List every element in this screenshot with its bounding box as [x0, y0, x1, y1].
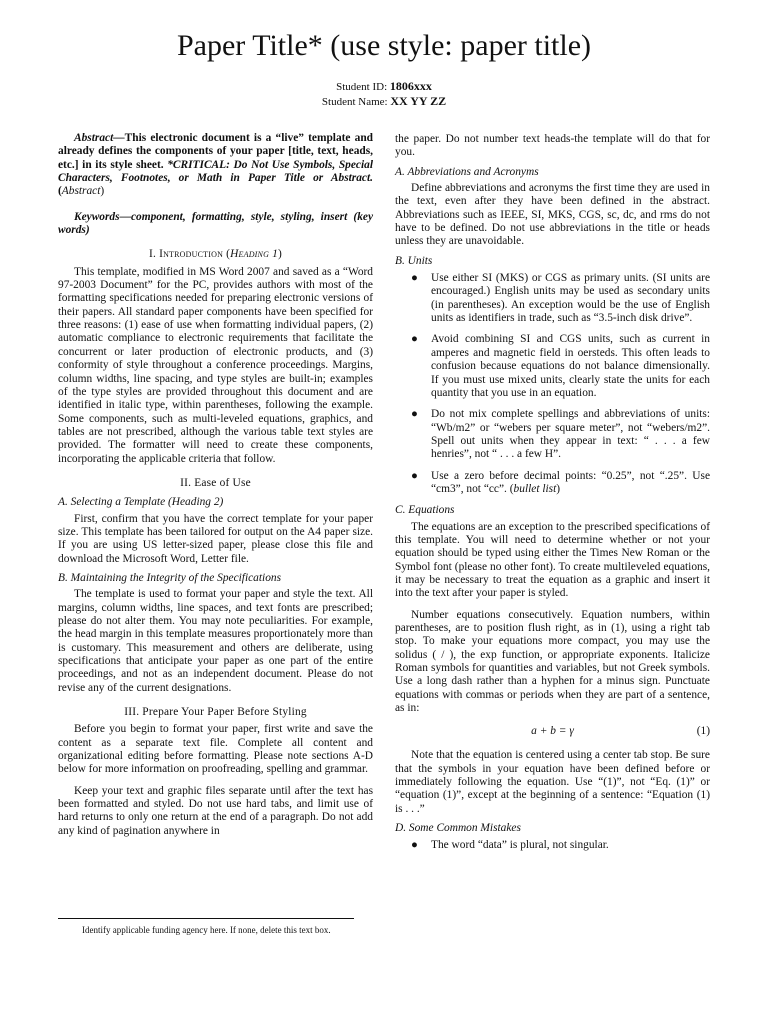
units-bullet-list — [395, 272, 710, 496]
list-item-text: The word “data” is plural, not singular. — [431, 839, 609, 852]
heading-equations: C. Equations — [395, 504, 455, 517]
keywords: Keywords—component, formatting, style, styling, insert (key words) — [58, 210, 373, 237]
equation — [395, 725, 710, 741]
list-item-text: Avoid combining SI and CGS units, such as current in amperes and magnetic field in oersteds. This often leads to confusion because equations do not balance dimensionally. If you must use mixed units, clearly state the units for each quantity that you use in an equation. — [431, 333, 710, 399]
abstract-style: Abstract — [61, 185, 101, 198]
abstract-lead: Abstract— — [74, 132, 125, 144]
list-item-text: Use a zero before decimal points: “0.25”, not “.25”. Use “cm3”, not “cc”. ( — [431, 469, 710, 495]
author-block — [0, 79, 768, 109]
list-item-style: bullet list — [513, 482, 557, 495]
intro-style: Heading 1 — [230, 248, 278, 261]
list-item-close: ) — [556, 482, 561, 495]
heading-ease-of-use: II. Ease of Use — [180, 476, 251, 489]
abstract-tail: ( — [58, 185, 62, 198]
student-name-label: Student Name: — [321, 96, 391, 108]
list-item-text: Do not mix complete spellings and abbreviations of units: “Wb/m2” or “webers per square meter”, not “webers/m2”. Spell out units when they appear in text: “ . . . a few henries”, not “ . . . a few H”. — [431, 408, 710, 461]
left-column — [58, 132, 373, 838]
maintaining-integrity-paragraph: The template is used to format your paper and style the text. All margins, column widths, line spaces, and text fonts are prescribed; please do not alter them. You may note peculiarities. For example, the head margin in this template measures proportionately more than is customary. This measurement and others are deliberate, using specifications that anticipate your paper as one part of the entire proceedings, and not as an independent document. Please do not revise any of the current designations. — [58, 588, 373, 694]
prepare-paragraph-2: Keep your text and graphic files separate until after the text has been formatted and styled. Do not use hard tabs, and limit use of hard returns to only one return at the end of a paragraph. Do not add any kind of pagination anywhere in — [58, 784, 373, 837]
bullet-icon: ● — [411, 272, 418, 285]
footnote-divider — [58, 918, 354, 919]
heading-units: B. Units — [395, 254, 433, 267]
intro-numeral: I. — [148, 248, 160, 261]
abstract-critical: *CRITICAL: Do Not Use Symbols, Special Characters, Footnotes, or Math in Paper Title or Abstract. — [58, 158, 373, 185]
heading-common-mistakes: D. Some Common Mistakes — [395, 822, 521, 835]
right-column — [395, 133, 710, 861]
equations-paragraph-3: Note that the equation is centered using a center tab stop. Be sure that the symbols in your equation have been defined before or immediately following the equation. Use “(1)”, not “Eq. (1)” or “equation (1)”, except at the beginning of a sentence: “Equation (1) is . . .” — [395, 749, 710, 815]
equation-body: a + b = γ — [531, 725, 574, 738]
heading-selecting-template: A. Selecting a Template (Heading 2) — [58, 496, 224, 509]
equations-paragraph-1: The equations are an exception to the prescribed specifications of this template. You will need to determine whether or not your equation should be typed using either the Times New Roman or the Symbol font (please no other font). To create multileveled equations, it may be necessary to treat the equation as a graphic and insert it into the text after your paper is styled. — [395, 520, 710, 600]
bullet-icon: ● — [411, 839, 418, 852]
heading-maintaining-integrity: B. Maintaining the Integrity of the Specifications — [58, 571, 282, 584]
bullet-icon: ● — [411, 469, 418, 482]
student-id-label: Student ID: — [336, 81, 390, 93]
prepare-paragraph-2-continued: the paper. Do not number text heads-the template will do that for you. — [395, 133, 710, 159]
prepare-paragraph-1: Before you begin to format your paper, first write and save the content as a separate text file. Complete all content and organizational editing before formatting. Please note sections A-D below for more information on proofreading, spelling and grammar. — [58, 723, 373, 776]
abstract-close: ) — [100, 185, 105, 198]
footnote — [58, 924, 354, 936]
student-name-line — [0, 94, 768, 109]
list-item — [395, 272, 710, 325]
list-item — [395, 470, 710, 497]
student-id-value: 1806xxx — [389, 79, 432, 93]
equation-number: (1) — [696, 725, 710, 738]
heading-prepare-paper: III. Prepare Your Paper Before Styling — [124, 706, 307, 719]
student-id-line — [0, 79, 768, 94]
mistakes-bullet-list — [395, 839, 710, 852]
paper-title: Paper Title* (use style: paper title) — [176, 29, 592, 62]
selecting-template-paragraph: First, confirm that you have the correct template for your paper size. This template has been tailored for output on the A4 paper size. If you are using US letter-sized paper, please close this file and download the Microsoft Word, Letter file. — [58, 512, 373, 565]
heading-introduction: I. Introduction (Heading 1) — [148, 248, 282, 261]
abstract — [58, 132, 373, 199]
student-name-value: XX YY ZZ — [390, 94, 447, 108]
list-item — [395, 408, 710, 461]
bullet-icon: ● — [411, 408, 418, 421]
abstract-body: This electronic document is a “live” template and already defines the components of your paper [title, text, heads, etc.] in its style sheet. — [58, 132, 373, 171]
heading-abbreviations: A. Abbreviations and Acronyms — [395, 165, 539, 178]
list-item — [395, 333, 710, 400]
footnote-text: Identify applicable funding agency here. If none, delete this text box. — [82, 925, 331, 935]
equations-paragraph-2: Number equations consecutively. Equation numbers, within parentheses, are to position flush right, as in (1), using a right tab stop. To make your equations more compact, you may use the solidus ( / ), the exp function, or appropriate exponents. Italicize Roman symbols for quantities and variables, but not Greek symbols. Use a long dash rather than a hyphen for a minus sign. Punctuate equations with commas or periods when they are part of a sentence, as in: — [395, 608, 710, 715]
list-item — [395, 839, 710, 852]
list-item-text: Use either SI (MKS) or CGS as primary units. (SI units are encouraged.) English units may be used as secondary units (in parentheses). An exception would be the use of English units as identifiers in trade, such as “3.5-inch disk drive”. — [431, 272, 710, 325]
intro-title: Introduction — [159, 248, 224, 261]
bullet-icon: ● — [411, 333, 418, 346]
abbreviations-paragraph: Define abbreviations and acronyms the first time they are used in the text, even after they have been defined in the abstract. Abbreviations such as IEEE, SI, MKS, CGS, sc, dc, and rms do not have to be defined. Do not use abbreviations in the title or heads unless they are unavoidable. — [395, 182, 710, 248]
intro-paragraph: This template, modified in MS Word 2007 and saved as a “Word 97-2003 Document” for the PC, provides authors with most of the formatting specifications needed for preparing electronic versions of their papers. All standard paper components have been specified for three reasons: (1) ease of use when formatting individual papers, (2) automatic compliance to electronic requirements that facilitate the concurrent or later production of electronic products, and (3) conformity of style throughout a conference proceedings. Margins, column widths, line spacing, and type styles are built-in; examples of the type styles are provided throughout this document and are identified in italic type, within parentheses, following the example. Some components, such as multi-leveled equations, graphics, and tables are not prescribed, although the various table text styles are provided. The formatter will need to create these components, incorporating the applicable criteria that follow. — [58, 265, 373, 465]
